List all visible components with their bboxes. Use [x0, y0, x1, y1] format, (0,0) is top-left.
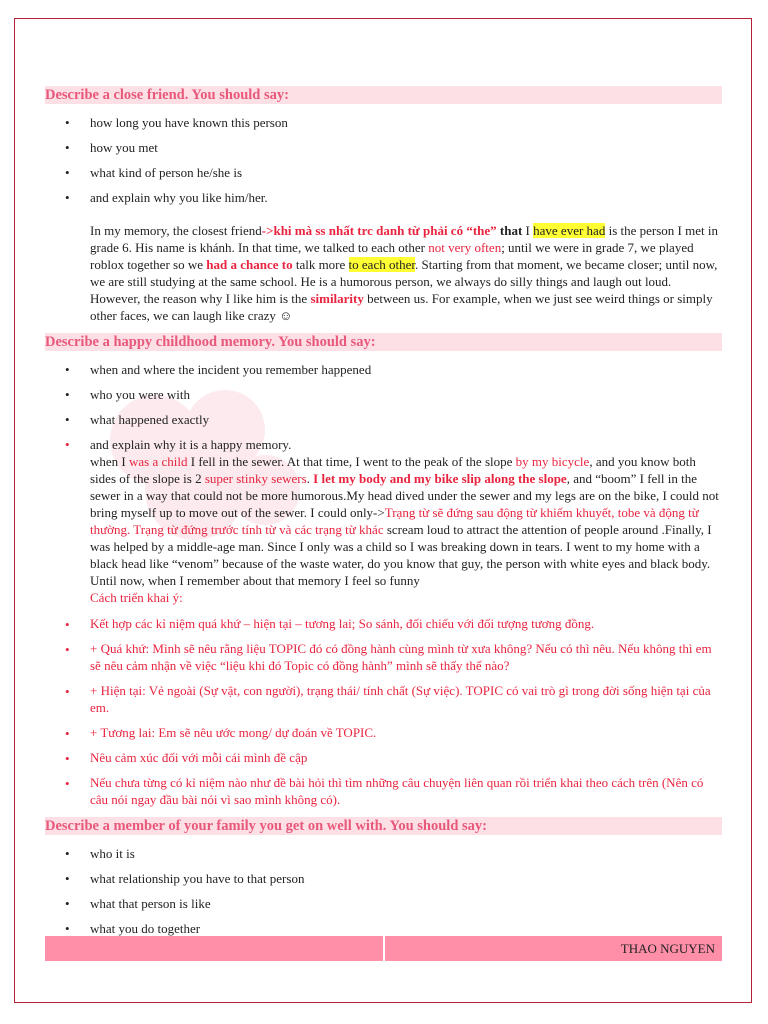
text-run: .	[306, 471, 314, 486]
grammar-note: ->khi mà ss nhất trc danh từ phải có “the”	[261, 223, 497, 238]
text-run: that	[496, 223, 523, 238]
text-run: scream loud to attract the attention of people around .Finally, I was helped by a middle-age man. Since I only was a child so I was breaking down in tears. I went to my home with a black head like “venom” because of the waste water, do you know that guy, the person with white eyes and black body. Until now, when I remember about that memory I feel so funny	[90, 522, 712, 588]
text-run: talk more	[292, 257, 349, 272]
list-item-text: + Hiện tại: Vẻ ngoài (Sự vật, con người), trạng thái/ tính chất (Sự việc). TOPIC có vai trò gì trong đời sống hiện tại của em.	[90, 683, 711, 715]
answer-paragraph-close-friend	[90, 222, 724, 324]
text-run: I fell in the sewer. At that time, I went to the peak of the slope	[187, 454, 516, 469]
red-phrase: similarity	[310, 291, 364, 306]
grammar-note: Trạng từ sẽ đứng sau động từ khiếm khuyết, tobe và động từ thường. Trạng từ đứng trước tính từ và các trạng từ khác	[90, 505, 699, 537]
text-run: In my memory, the closest friend	[90, 223, 262, 238]
text-run: , and you know both sides of the slope is 2	[90, 454, 696, 486]
text-run: between us. For example, when we just see weird things or simply other faces, we can laugh like crazy ☺	[90, 291, 713, 323]
list-item-text: what that person is like	[90, 896, 211, 911]
footer-author: THAO NGUYEN	[385, 936, 722, 961]
section-heading-childhood-memory: Describe a happy childhood memory. You should say:	[45, 333, 722, 351]
footer-bar-left	[45, 936, 383, 961]
list-item-text: Kết hợp các kỉ niệm quá khứ – hiện tại – tương lai; So sánh, đối chiếu với đối tượng tương đồng.	[90, 616, 595, 631]
section-heading-family-member: Describe a member of your family you get on well with. You should say:	[45, 817, 722, 835]
red-phrase: by my bicycle	[515, 454, 590, 469]
list-item-text: and explain why it is a happy memory.	[90, 437, 292, 452]
list-item-text: how you met	[90, 140, 158, 155]
list-item-text: + Quá khứ: Mình sẽ nêu rằng liệu TOPIC đó có đồng hành cùng mình từ xưa không? Nếu có thì nêu. Nếu không thì em sẽ nêu cảm nhận về việc “liệu khi đó Topic có đồng hành” mình sẽ thấy thế nào?	[90, 641, 712, 673]
list-item-text: Nếu chưa từng có kỉ niệm nào như đề bài hỏi thì tìm những câu chuyện liên quan rồi triển khai theo cách trên (Nên có câu nói ngay đầu bài nói vì sao mình không có).	[90, 775, 704, 807]
red-phrase: not very often	[428, 240, 502, 255]
text-run: is the person I met in grade 6. His name is khánh. In that time, we talked to each other	[90, 223, 718, 255]
text-run: when I	[90, 454, 129, 469]
list-item-text: who it is	[90, 846, 135, 861]
text-run: ; until we were in grade 7, we played roblox together so we	[90, 240, 694, 272]
list-item-text: how long you have known this person	[90, 115, 288, 130]
method-label: Cách triển khai ý:	[90, 590, 183, 605]
list-item-text: when and where the incident you remember happened	[90, 362, 372, 377]
list-item-text: what relationship you have to that person	[90, 871, 305, 886]
highlight-text: have ever had	[533, 223, 606, 238]
red-phrase: super stinky sewers	[204, 471, 307, 486]
highlight-text: to each other	[348, 257, 415, 272]
list-item-text: + Tương lai: Em sẽ nêu ước mong/ dự đoán về TOPIC.	[90, 725, 377, 740]
section-heading-close-friend: Describe a close friend. You should say:	[45, 86, 722, 104]
text-run: . Starting from that moment, we became closer; until now, we are still studying at the same school. He is a humorous person, we always do silly things and laugh out loud. However, the reason why I like him is the	[90, 257, 718, 306]
list-item-text: who you were with	[90, 387, 191, 402]
list-item-text: and explain why you like him/her.	[90, 190, 268, 205]
red-phrase: had a chance to	[206, 257, 293, 272]
list-item-text: Nêu cảm xúc đối với mỗi cái mình đề cập	[90, 750, 308, 765]
red-phrase: was a child	[129, 454, 188, 469]
list-item-text: what happened exactly	[90, 412, 210, 427]
list-item-text: what you do together	[90, 921, 201, 936]
text-run: , and “boom” I fell in the sewer in a way that could not be more humorous.My head dived under the sewer and my legs are on the bike, I could not bring myself up to move out of the sewer. I could only->	[90, 471, 719, 520]
text-run: I	[522, 223, 534, 238]
list-item-text: what kind of person he/she is	[90, 165, 243, 180]
answer-paragraph-childhood-memory	[90, 453, 724, 606]
red-phrase: I let my body and my bike slip along the slope	[313, 471, 567, 486]
